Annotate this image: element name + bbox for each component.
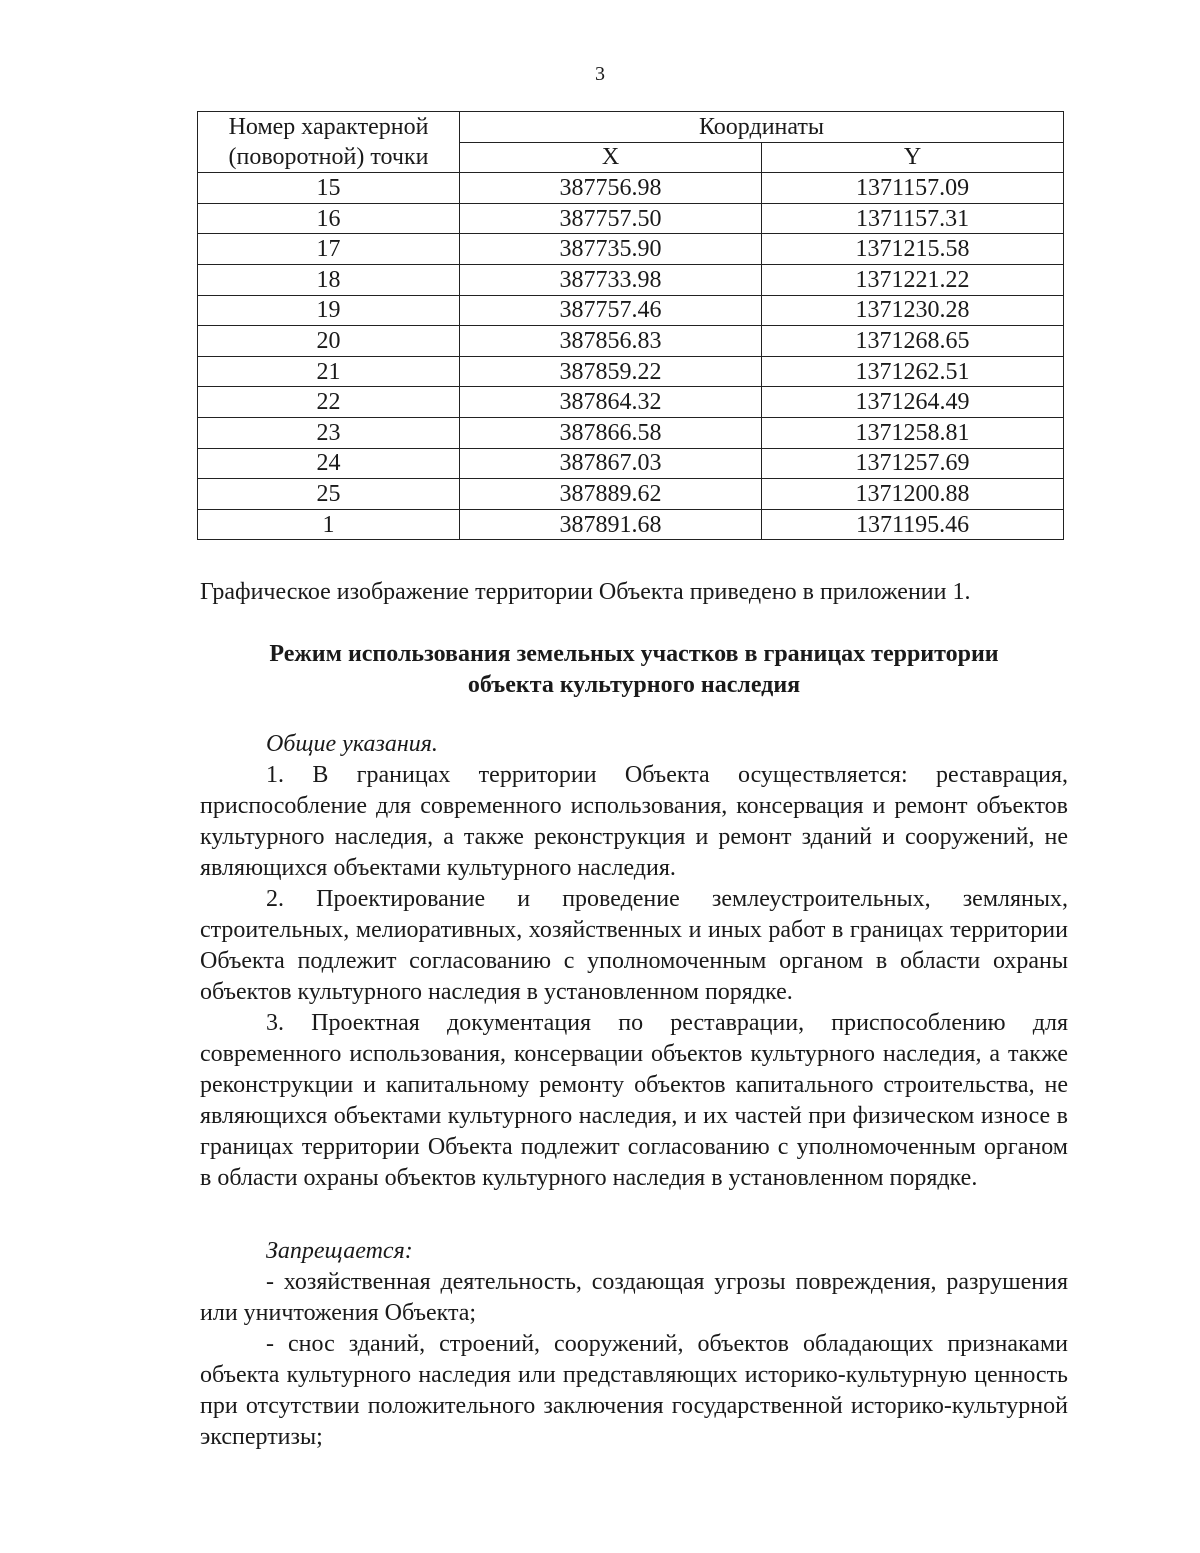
header-y: Y bbox=[762, 142, 1064, 173]
table-row bbox=[198, 417, 1064, 448]
cell-y: 1371221.22 bbox=[762, 264, 1064, 295]
cell-point: 19 bbox=[198, 295, 460, 326]
header-x: X bbox=[460, 142, 762, 173]
table-row bbox=[198, 509, 1064, 540]
cell-y: 1371230.28 bbox=[762, 295, 1064, 326]
forbidden-item-2: - снос зданий, строений, сооружений, объектов обладающих признаками объекта культурного наследия или представляющих историко-культурную ценность при отсутствии положительного заключения государственной историко-культурной экспертизы; bbox=[200, 1331, 1068, 1450]
cell-y: 1371215.58 bbox=[762, 234, 1064, 265]
coordinates-table-body bbox=[198, 173, 1064, 540]
cell-y: 1371257.69 bbox=[762, 448, 1064, 479]
graphic-note-block bbox=[200, 577, 1068, 608]
cell-x: 387757.46 bbox=[460, 295, 762, 326]
table-row bbox=[198, 479, 1064, 510]
paragraph-2: 2. Проектирование и проведение землеустроительных, земляных, строительных, мелиоративных, хозяйственных и иных работ в границах территории Объекта подлежит согласованию с уполномоченным органом в области охраны объектов культурного наследия в установленном порядке. bbox=[200, 886, 1068, 1005]
cell-y: 1371268.65 bbox=[762, 326, 1064, 357]
cell-x: 387889.62 bbox=[460, 479, 762, 510]
cell-point: 18 bbox=[198, 264, 460, 295]
cell-point: 24 bbox=[198, 448, 460, 479]
cell-x: 387866.58 bbox=[460, 417, 762, 448]
table-row bbox=[198, 173, 1064, 204]
forbidden-heading: Запрещается: bbox=[266, 1238, 413, 1264]
cell-point: 25 bbox=[198, 479, 460, 510]
cell-y: 1371262.51 bbox=[762, 356, 1064, 387]
general-heading: Общие указания. bbox=[266, 731, 438, 757]
cell-point: 22 bbox=[198, 387, 460, 418]
cell-point: 16 bbox=[198, 203, 460, 234]
cell-x: 387735.90 bbox=[460, 234, 762, 265]
cell-x: 387756.98 bbox=[460, 173, 762, 204]
paragraph-3: 3. Проектная документация по реставрации, приспособлению для современного использования, консервации объектов культурного наследия, а также реконструкции и капитальному ремонту объектов капитального строительства, не являющихся объектами культурного наследия, и их частей при физическом износе в границах территории Объекта подлежит согласованию с уполномоченным органом в области охраны объектов культурного наследия в установленном порядке. bbox=[200, 1010, 1068, 1191]
cell-y: 1371157.31 bbox=[762, 203, 1064, 234]
table-row bbox=[198, 264, 1064, 295]
cell-point: 1 bbox=[198, 509, 460, 540]
header-coordinates: Координаты bbox=[460, 112, 1064, 143]
table-header-row bbox=[198, 112, 1064, 143]
table-row bbox=[198, 295, 1064, 326]
table-row bbox=[198, 356, 1064, 387]
section-title-block bbox=[200, 639, 1068, 701]
cell-x: 387859.22 bbox=[460, 356, 762, 387]
forbidden-item-1: - хозяйственная деятельность, создающая угрозы повреждения, разрушения или уничтожения Объекта; bbox=[200, 1269, 1068, 1326]
cell-x: 387867.03 bbox=[460, 448, 762, 479]
section-title-line2: объекта культурного наследия bbox=[467, 672, 801, 698]
paragraph-1: 1. В границах территории Объекта осуществляется: реставрация, приспособление для современного использования, консервация и ремонт объектов культурного наследия, а также реконструкция и ремонт зданий и сооружений, не являющихся объектами культурного наследия. bbox=[200, 762, 1068, 881]
cell-point: 21 bbox=[198, 356, 460, 387]
general-instructions-block bbox=[200, 729, 1068, 1194]
table-row bbox=[198, 203, 1064, 234]
cell-y: 1371157.09 bbox=[762, 173, 1064, 204]
table-row bbox=[198, 387, 1064, 418]
cell-y: 1371200.88 bbox=[762, 479, 1064, 510]
cell-x: 387856.83 bbox=[460, 326, 762, 357]
table-row bbox=[198, 234, 1064, 265]
cell-x: 387733.98 bbox=[460, 264, 762, 295]
graphic-note: Графическое изображение территории Объекта приведено в приложении 1. bbox=[200, 579, 971, 605]
cell-y: 1371195.46 bbox=[762, 509, 1064, 540]
table-row bbox=[198, 448, 1064, 479]
forbidden-block bbox=[200, 1236, 1068, 1453]
coordinates-table bbox=[197, 111, 1064, 540]
cell-x: 387891.68 bbox=[460, 509, 762, 540]
header-point-number: Номер характерной (поворотной) точки bbox=[198, 112, 460, 173]
cell-point: 17 bbox=[198, 234, 460, 265]
section-title-line1: Режим использования земельных участков в границах территории bbox=[269, 641, 999, 667]
page-number: 3 bbox=[595, 63, 605, 85]
cell-y: 1371258.81 bbox=[762, 417, 1064, 448]
cell-point: 20 bbox=[198, 326, 460, 357]
cell-point: 23 bbox=[198, 417, 460, 448]
table-row bbox=[198, 326, 1064, 357]
cell-x: 387757.50 bbox=[460, 203, 762, 234]
cell-x: 387864.32 bbox=[460, 387, 762, 418]
cell-y: 1371264.49 bbox=[762, 387, 1064, 418]
cell-point: 15 bbox=[198, 173, 460, 204]
